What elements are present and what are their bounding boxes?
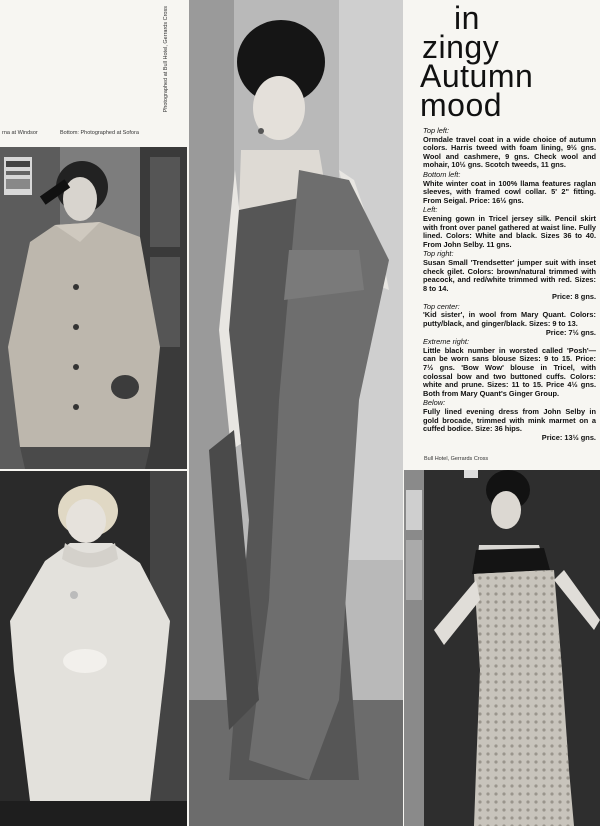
caption-body: Fully lined evening dress from John Selby in gold brocade, trimmed with mink marmet on a cuffed bodice. Size: 36 hips. xyxy=(423,407,596,434)
photo-bottom-left xyxy=(0,471,187,826)
caption-top-right xyxy=(423,250,596,302)
caption-top-left xyxy=(423,127,596,170)
location-credit: Bull Hotel, Gerrards Cross xyxy=(424,456,489,462)
caption-price: Price: 8 gns. xyxy=(552,292,596,302)
caption-price: Price: 7½ gns. xyxy=(545,327,596,337)
photo-bottom-right xyxy=(404,470,600,826)
headline-line-1: in xyxy=(454,0,480,36)
caption-heading: Top center: xyxy=(423,301,460,311)
caption-body: Ormdale travel coat in a wide choice of autumn colors. Harris tweed with foam lining, 9½ gns. Wool and cashmere, 9 gns. Check wool and mohair, 10½ gns. Scotch tweeds, 11 gns. xyxy=(423,134,596,170)
caption-heading: Top right: xyxy=(423,249,454,259)
credit-top-left: rna at Windsor xyxy=(2,130,38,136)
caption-top-center xyxy=(423,303,596,337)
credit-bottom: Bottom: Photographed at Sofora xyxy=(60,130,139,136)
caption-heading: Below: xyxy=(423,398,446,408)
captions xyxy=(423,127,596,443)
caption-left xyxy=(423,206,596,249)
credit-vertical: Photographed at Bull Hotel, Gerrards Cross xyxy=(163,6,169,113)
caption-body: White winter coat in 100% llama features raglan sleeves, with framed cowl collar. 5' 2" fitting. From Seigal. Price: 16½ gns. xyxy=(423,178,596,205)
headline-line-4: mood xyxy=(420,87,503,123)
headline-line-3: Autumn xyxy=(420,58,534,94)
caption-heading: Top left: xyxy=(423,126,450,135)
caption-body: Susan Small 'Trendsetter' jumper suit with inset check gilet. Colors: brown/natural trimmed with peacock, and red/white trimmed with red. Sizes: 8 to 14. xyxy=(423,257,596,293)
caption-body: Little black number in worsted called 'Posh'—can be worn sans blouse Sizes: 9 to 15. Price: 7½ gns. 'Bow Wow' blouse in Tricel, with colossal bow and two buttoned cuffs. Colors: white and prune. Sizes: 11 to 15. Price 4½ gns. Both from Mary Quant's Ginger Group. xyxy=(423,345,596,398)
photo-center xyxy=(189,0,403,826)
headline-line-2: zingy xyxy=(422,29,500,65)
caption-body: Evening gown in Tricel jersey silk. Pencil skirt with front over panel gathered at waist line. Fully lined. Colors: White and black. Sizes 36 to 40. From John Selby. 11 gns. xyxy=(423,213,596,249)
caption-extreme-right xyxy=(423,338,596,398)
caption-heading: Bottom left: xyxy=(423,169,461,179)
caption-body: 'Kid sister', in wool from Mary Quant. Colors: putty/black, and ginger/black. Sizes: 9 to 13. xyxy=(423,310,596,329)
caption-heading: Extreme right: xyxy=(423,337,470,347)
caption-bottom-left xyxy=(423,171,596,205)
photo-top-left xyxy=(0,147,187,469)
caption-below xyxy=(423,399,596,442)
caption-price: Price: 13½ gns. xyxy=(541,432,596,442)
caption-heading: Left: xyxy=(423,205,438,215)
headline xyxy=(420,0,596,123)
